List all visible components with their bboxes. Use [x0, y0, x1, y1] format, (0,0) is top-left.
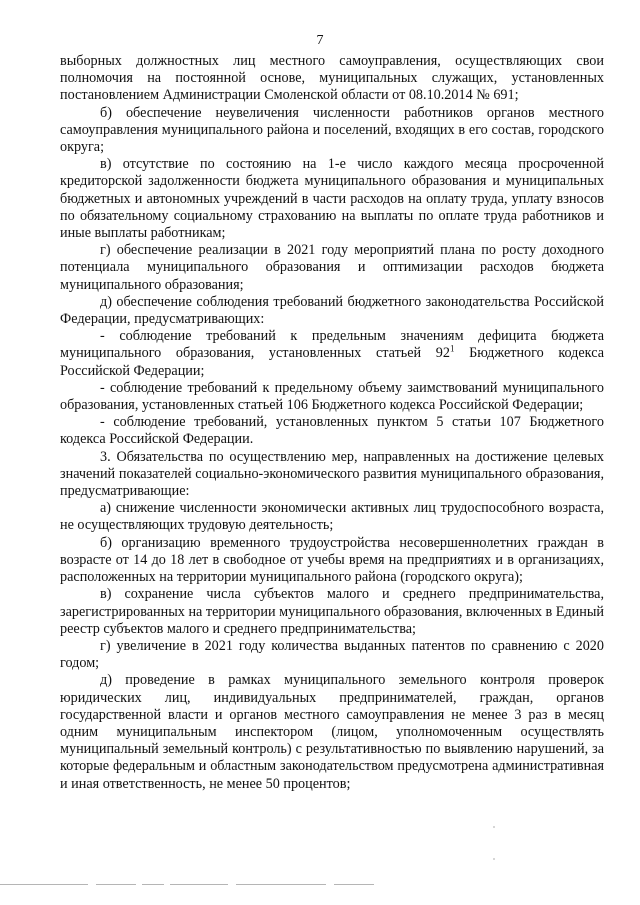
- paragraph-continuation: выборных должностных лиц местного самоуправления, осуществляющих свои полномочия на постоянной основе, муниципальных служащих, установленных постановлением Администрации Смоленской области от 08.10.2014 № 691;: [60, 53, 604, 104]
- deficit-text-before: - соблюдение требований к предельным значениям дефицита бюджета муниципального образования, установленных статьей 92: [60, 328, 604, 362]
- paragraph-section-3: 3. Обязательства по осуществлению мер, направленных на достижение целевых значений показателей социально-экономического развития муниципального образования, предусматривающие:: [60, 448, 604, 500]
- paragraph-item-g: г) обеспечение реализации в 2021 году мероприятий плана по росту доходного потенциала муниципального образования и оптимизации расходов бюджета муниципального образования;: [60, 242, 604, 293]
- scan-speck: [493, 826, 495, 828]
- paragraph-item-d: д) обеспечение соблюдения требований бюджетного законодательства Российской Федерации, предусматривающих:: [60, 293, 604, 328]
- paragraph-article-107-requirement: - соблюдение требований, установленных пунктом 5 статьи 107 Бюджетного кодекса Российской Федерации.: [60, 414, 604, 448]
- scan-speck: [493, 858, 495, 860]
- page-number: 7: [316, 33, 324, 48]
- paragraph-3-item-a: а) снижение численности экономически активных лиц трудоспособного возраста, не осуществляющих трудовую деятельность;: [60, 500, 604, 534]
- paragraph-3-item-d: д) проведение в рамках муниципального земельного контроля проверок юридических лиц, индивидуальных предпринимателей, граждан, органов государственной власти и органов местного самоуправления не менее 3 раз в месяц одним муниципальным инспектором (лицом, уполномоченным осуществлять муниципальный земельный контроль) с результативностью по выявлению нарушений, за которые федеральным и областным законодательством предусмотрена административная и иная ответственность, не менее 50 процентов;: [60, 672, 604, 792]
- paragraph-3-item-v: в) сохранение числа субъектов малого и среднего предпринимательства, зарегистрированных на территории муниципального образования, включенных в Единый реестр субъектов малого и среднего предпринимательства;: [60, 586, 604, 637]
- paragraph-3-item-b: б) организацию временного трудоустройства несовершеннолетних граждан в возрасте от 14 до 18 лет в свободное от учебы время на предприятиях и в организациях, расположенных на территории муниципального района (городского округа);: [60, 534, 604, 586]
- paragraph-3-item-g: г) увеличение в 2021 году количества выданных патентов по сравнению с 2020 годом;: [60, 637, 604, 672]
- article-superscript: 1: [449, 343, 455, 354]
- footer-scan-line: [0, 884, 640, 885]
- paragraph-item-b: б) обеспечение неувеличения численности работников органов местного самоуправления муниципального района и поселений, входящих в его состав, городского округа;: [60, 104, 604, 156]
- deficit-text-after: Бюджетного кодекса Российской Федерации;: [60, 345, 604, 379]
- document-body: [60, 53, 604, 793]
- paragraph-deficit-requirement: [60, 328, 604, 380]
- paragraph-item-v: в) отсутствие по состоянию на 1-е число каждого месяца просроченной кредиторской задолженности бюджета муниципального образования и муниципальных бюджетных и автономных учреждений в части расходов на оплату труда, уплату взносов по обязательному социальному страхованию на выплаты по оплате труда работников и иные выплаты работникам;: [60, 156, 604, 242]
- paragraph-borrowing-requirement: - соблюдение требований к предельному объему заимствований муниципального образования, установленных статьей 106 Бюджетного кодекса Российской Федерации;: [60, 379, 604, 414]
